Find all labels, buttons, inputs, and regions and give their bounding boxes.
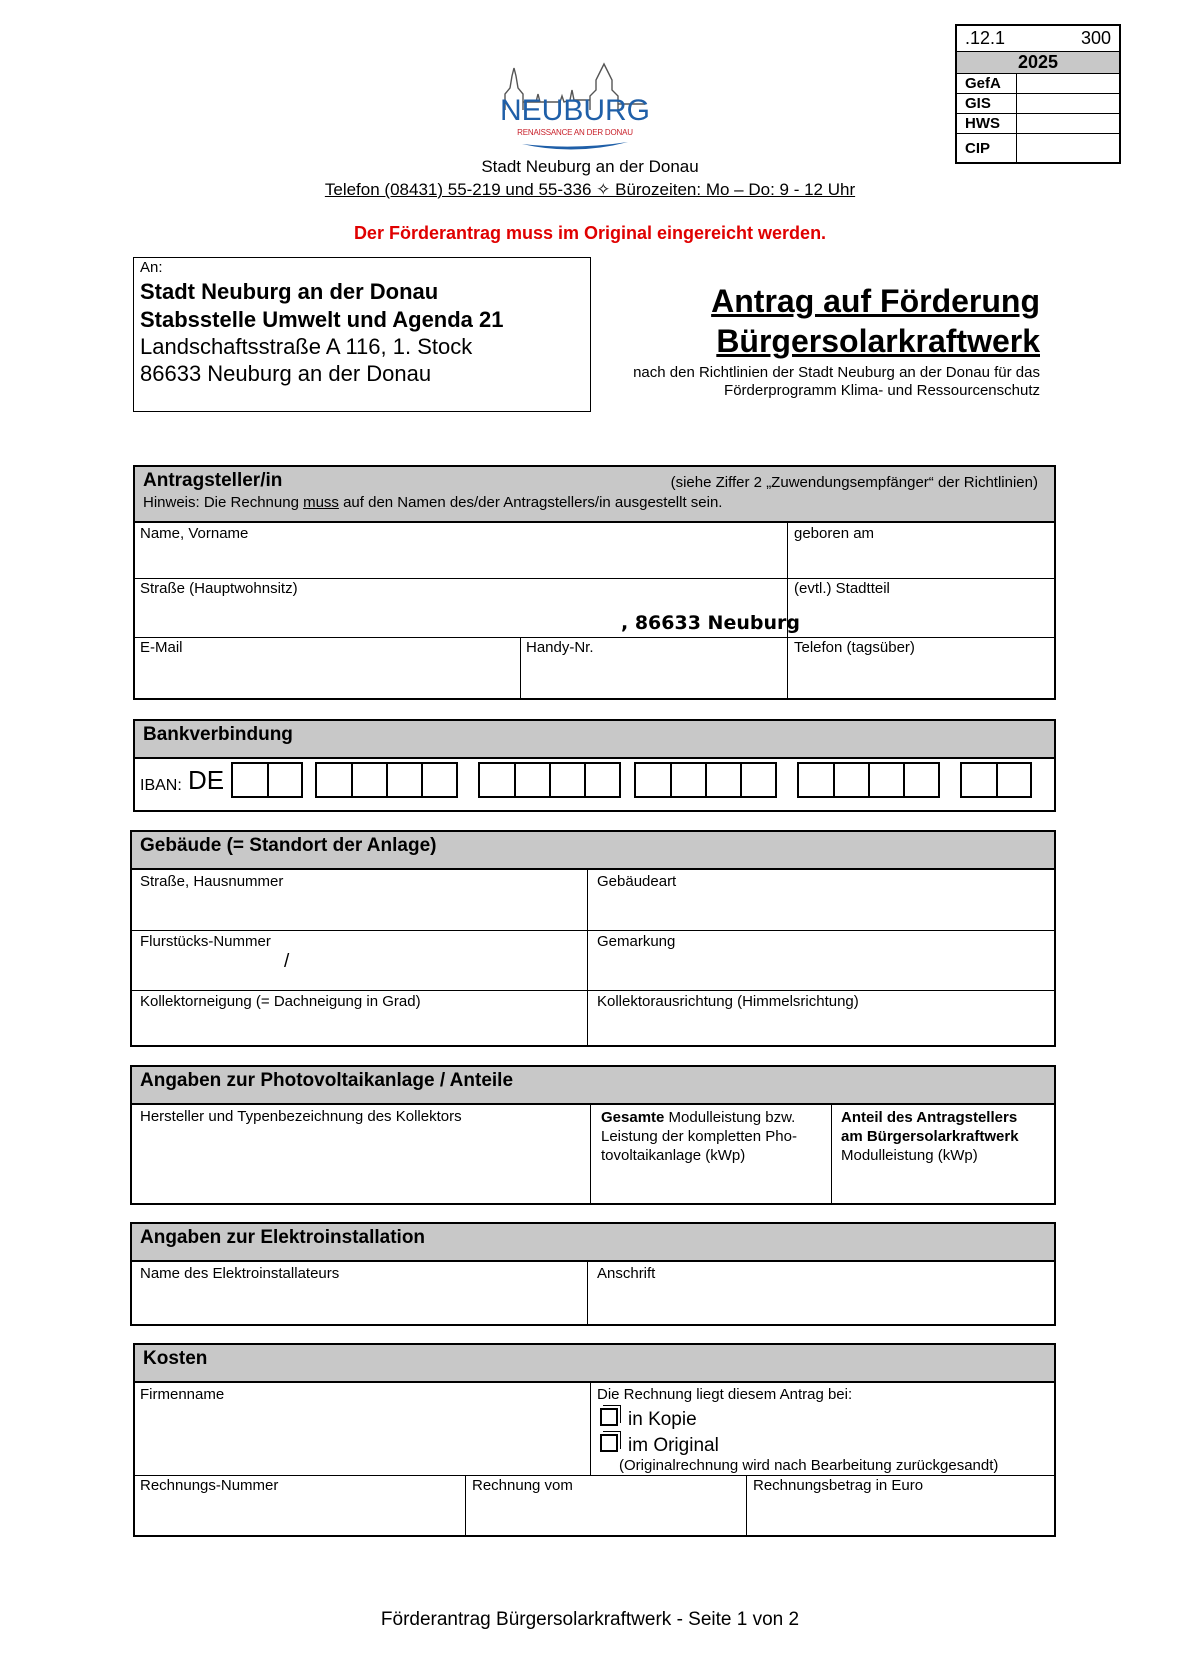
control-cell-gis[interactable] bbox=[1017, 94, 1120, 114]
field-email-input[interactable] bbox=[134, 657, 518, 698]
logo-name: NEUBURG bbox=[500, 94, 651, 127]
pv-header bbox=[130, 1065, 1056, 1105]
iban-group-4[interactable] bbox=[797, 762, 940, 798]
pv-share-label bbox=[841, 1108, 1019, 1165]
control-code: 300 bbox=[1080, 28, 1111, 48]
address-line3: Landschaftsstraße A 116, 1. Stock bbox=[140, 334, 473, 359]
applicant-hint-emphasis: muss bbox=[303, 494, 339, 511]
field-mobile-label: Handy-Nr. bbox=[526, 639, 594, 656]
costs-original-note: (Originalrechnung wird nach Bearbeitung zurückgesandt) bbox=[619, 1457, 999, 1474]
field-email-label: E-Mail bbox=[140, 639, 183, 656]
control-cell-gefa[interactable] bbox=[1017, 74, 1120, 94]
applicant-hint-text: Hinweis: Die Rechnung bbox=[143, 494, 304, 511]
costs-attached-label: Die Rechnung liegt diesem Antrag bei: bbox=[597, 1386, 853, 1403]
field-phone-label: Telefon (tagsüber) bbox=[794, 639, 915, 656]
pv-manufacturer-label: Hersteller und Typenbezeichnung des Kollektors bbox=[140, 1108, 462, 1125]
electric-header bbox=[130, 1222, 1056, 1262]
electric-heading: Angaben zur Elektroinstallation bbox=[140, 1227, 426, 1248]
field-born-input[interactable] bbox=[788, 543, 1054, 577]
field-district-input[interactable] bbox=[788, 598, 1054, 636]
iban-label: IBAN: bbox=[140, 777, 182, 794]
logo-tagline: RENAISSANCE AN DER DONAU bbox=[517, 128, 633, 137]
header-contact: Telefon (08431) 55-219 und 55-336 ✧ Bürozeiten: Mo – Do: 9 - 12 Uhr bbox=[324, 180, 856, 199]
applicant-hint bbox=[143, 494, 1046, 511]
pv-heading: Angaben zur Photovoltaikanlage / Anteile bbox=[140, 1070, 514, 1091]
pv-total-line3: tovoltaikanlage (kWp) bbox=[601, 1147, 746, 1164]
control-box bbox=[955, 24, 1121, 164]
pv-share-line1: Anteil des Antragstellers bbox=[841, 1109, 1018, 1126]
building-parcel-label: Flurstücks-Nummer bbox=[140, 933, 271, 950]
costs-invoice-date-label: Rechnung vom bbox=[472, 1477, 573, 1494]
form-subtitle-line2: Förderprogramm Klima- und Ressourcenschutz bbox=[724, 382, 1040, 399]
address-line4: 86633 Neuburg an der Donau bbox=[140, 361, 432, 386]
field-city-prefill: , 86633 Neuburg bbox=[621, 612, 800, 634]
electric-address-input[interactable] bbox=[588, 1283, 1054, 1324]
building-district-input[interactable] bbox=[588, 951, 1054, 989]
building-type-input[interactable] bbox=[588, 891, 1054, 929]
pv-total-label bbox=[601, 1108, 797, 1165]
pv-total-line2: Leistung der kompletten Pho- bbox=[601, 1128, 797, 1145]
costs-original-option[interactable] bbox=[600, 1434, 719, 1457]
form-subtitle-line1: nach den Richtlinien der Stadt Neuburg an der Donau für das bbox=[633, 364, 1040, 381]
electric-installer-label: Name des Elektroinstallateurs bbox=[140, 1265, 340, 1282]
building-orientation-input[interactable] bbox=[588, 1011, 1054, 1045]
control-row-hws: HWS bbox=[957, 114, 1017, 134]
building-orientation-label: Kollektorausrichtung (Himmelsrichtung) bbox=[597, 993, 859, 1010]
building-type-label: Gebäudeart bbox=[597, 873, 677, 890]
control-year: 2025 bbox=[957, 52, 1120, 74]
applicant-note: (siehe Ziffer 2 „Zuwendungsempfänger“ der Richtlinien) bbox=[670, 474, 1038, 491]
pv-share-line3: Modulleistung (kWp) bbox=[841, 1147, 978, 1164]
building-tilt-input[interactable] bbox=[131, 1011, 585, 1045]
control-row-gefa: GefA bbox=[957, 74, 1017, 94]
control-row-cip: CIP bbox=[957, 134, 1017, 163]
address-line2: Stabsstelle Umwelt und Agenda 21 bbox=[140, 307, 504, 332]
costs-original-label: im Original bbox=[628, 1435, 719, 1456]
costs-copy-label: in Kopie bbox=[628, 1409, 697, 1430]
field-name-label: Name, Vorname bbox=[140, 525, 249, 542]
control-ref: .12.1 bbox=[965, 28, 1006, 48]
costs-invoice-date-input[interactable] bbox=[466, 1495, 744, 1535]
costs-header bbox=[133, 1343, 1056, 1383]
page-footer: Förderantrag Bürgersolarkraftwerk - Seite 1 von 2 bbox=[380, 1609, 800, 1630]
building-heading: Gebäude (= Standort der Anlage) bbox=[140, 835, 437, 856]
costs-invoice-amount-label: Rechnungsbetrag in Euro bbox=[753, 1477, 924, 1494]
costs-company-label: Firmenname bbox=[140, 1386, 225, 1403]
pv-manufacturer-input[interactable] bbox=[131, 1128, 588, 1203]
field-street-label: Straße (Hauptwohnsitz) bbox=[140, 580, 298, 597]
field-born-label: geboren am bbox=[794, 525, 875, 542]
city-logo bbox=[500, 54, 650, 164]
costs-invoice-no-input[interactable] bbox=[134, 1495, 463, 1535]
form-title-line1: Antrag auf Förderung bbox=[711, 283, 1040, 319]
applicant-hint-text-end: auf den Namen des/der Antragstellers/in ausgestellt sein. bbox=[338, 494, 723, 511]
applicant-heading: Antragsteller/in bbox=[143, 470, 283, 491]
field-name-input[interactable] bbox=[134, 543, 786, 577]
control-row-gis: GIS bbox=[957, 94, 1017, 114]
form-title-line2: Bürgersolarkraftwerk bbox=[716, 323, 1040, 359]
pv-total-line1: Modulleistung bzw. bbox=[664, 1109, 796, 1126]
costs-invoice-no-label: Rechnungs-Nummer bbox=[140, 1477, 279, 1494]
building-parcel-separator: / bbox=[284, 951, 290, 972]
building-header bbox=[130, 830, 1056, 870]
electric-installer-input[interactable] bbox=[131, 1283, 585, 1324]
costs-company-input[interactable] bbox=[134, 1404, 588, 1474]
header-city: Stadt Neuburg an der Donau bbox=[481, 157, 699, 176]
costs-invoice-amount-input[interactable] bbox=[747, 1495, 1054, 1535]
control-cell-hws[interactable] bbox=[1017, 114, 1120, 134]
building-district-label: Gemarkung bbox=[597, 933, 676, 950]
pv-total-bold: Gesamte bbox=[601, 1109, 665, 1126]
building-parcel-input[interactable] bbox=[131, 951, 585, 989]
iban-group-2[interactable] bbox=[478, 762, 621, 798]
field-phone-input[interactable] bbox=[788, 657, 1054, 698]
field-district-label: (evtl.) Stadtteil bbox=[794, 580, 890, 597]
address-line1: Stadt Neuburg an der Donau bbox=[140, 279, 439, 304]
iban-group-5[interactable] bbox=[960, 762, 1032, 798]
iban-group-1[interactable] bbox=[315, 762, 458, 798]
address-to: An: bbox=[140, 259, 163, 276]
pv-share-line2: am Bürgersolarkraftwerk bbox=[841, 1128, 1019, 1145]
bank-heading: Bankverbindung bbox=[143, 724, 293, 745]
applicant-header bbox=[133, 465, 1056, 523]
river-wave-icon bbox=[520, 138, 630, 154]
checkbox-copy[interactable] bbox=[600, 1408, 618, 1426]
checkbox-original[interactable] bbox=[600, 1434, 618, 1452]
building-tilt-label: Kollektorneigung (= Dachneigung in Grad) bbox=[140, 993, 421, 1010]
pv-share-input[interactable] bbox=[832, 1168, 1054, 1203]
iban-prefix: DE bbox=[188, 765, 225, 795]
costs-copy-option[interactable] bbox=[600, 1408, 697, 1431]
iban-group-3[interactable] bbox=[634, 762, 777, 798]
bank-header bbox=[133, 719, 1056, 759]
electric-address-label: Anschrift bbox=[597, 1265, 656, 1282]
header-warning: Der Förderantrag muss im Original eingereicht werden. bbox=[353, 223, 827, 243]
building-street-input[interactable] bbox=[131, 891, 585, 929]
building-street-label: Straße, Hausnummer bbox=[140, 873, 284, 890]
field-mobile-input[interactable] bbox=[521, 657, 785, 698]
iban-group-check[interactable] bbox=[231, 762, 303, 798]
pv-total-input[interactable] bbox=[591, 1168, 829, 1203]
costs-heading: Kosten bbox=[143, 1348, 208, 1369]
